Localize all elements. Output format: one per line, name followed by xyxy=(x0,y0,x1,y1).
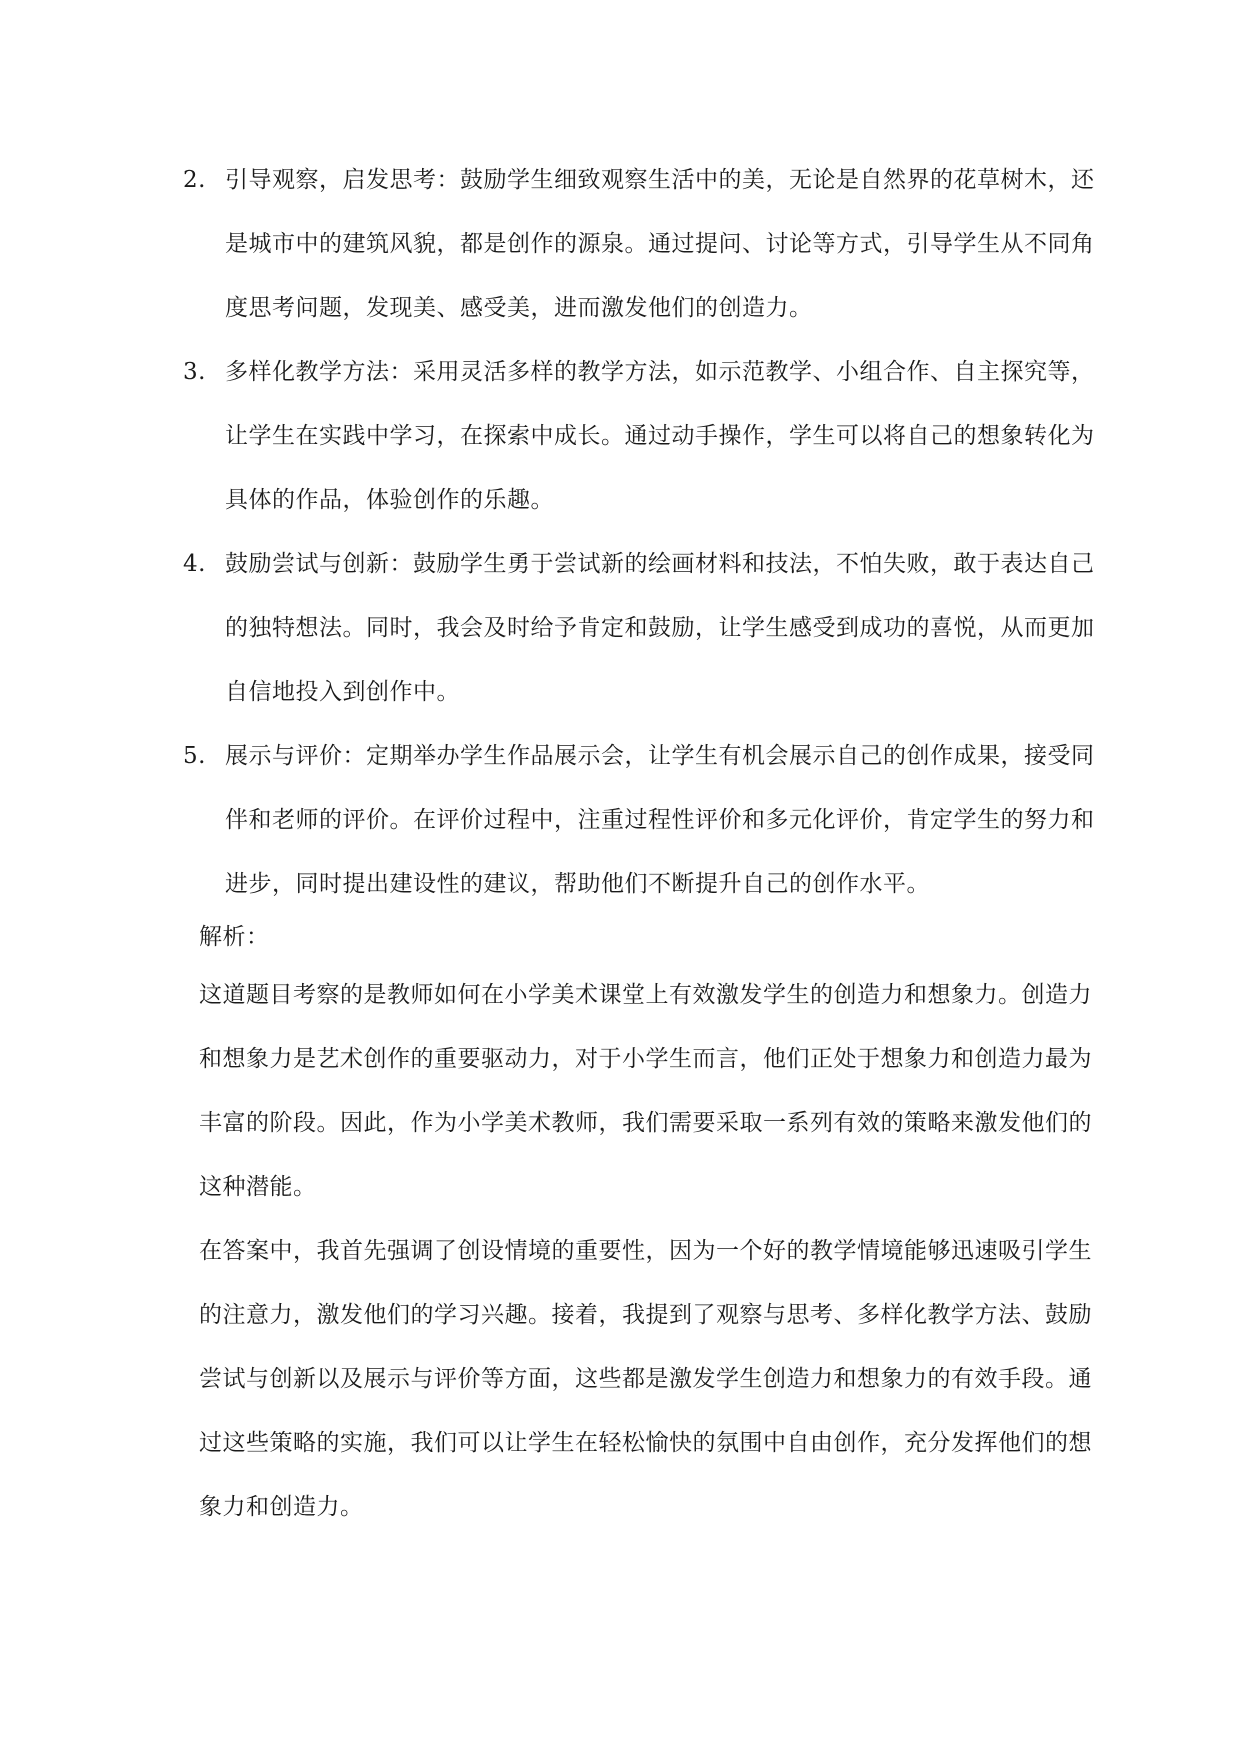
numbered-list xyxy=(183,148,1103,916)
list-item xyxy=(183,532,1103,724)
list-item-text: 多样化教学方法：采用灵活多样的教学方法，如示范教学、小组合作、自主探究等，让学生在实践中学习，在探索中成长。通过动手操作，学生可以将自己的想象转化为具体的作品，体验创作的乐趣。 xyxy=(225,359,1095,513)
list-item xyxy=(183,724,1103,916)
list-item-number: 5. xyxy=(183,743,206,769)
list-item-number: 3. xyxy=(183,359,206,385)
analysis-paragraph: 这道题目考察的是教师如何在小学美术课堂上有效激发学生的创造力和想象力。创造力和想象力是艺术创作的重要驱动力，对于小学生而言，他们正处于想象力和创造力最为丰富的阶段。因此，作为小学美术教师，我们需要采取一系列有效的策略来激发他们的这种潜能。 xyxy=(199,982,1092,1200)
list-item-text: 鼓励尝试与创新：鼓励学生勇于尝试新的绘画材料和技法，不怕失败，敢于表达自己的独特想法。同时，我会及时给予肯定和鼓励，让学生感受到成功的喜悦，从而更加自信地投入到创作中。 xyxy=(225,551,1095,705)
list-item-text: 引导观察，启发思考：鼓励学生细致观察生活中的美，无论是自然界的花草树木，还是城市中的建筑风貌，都是创作的源泉。通过提问、讨论等方式，引导学生从不同角度思考问题，发现美、感受美，进而激发他们的创造力。 xyxy=(225,167,1095,321)
analysis-paragraph: 在答案中，我首先强调了创设情境的重要性，因为一个好的教学情境能够迅速吸引学生的注意力，激发他们的学习兴趣。接着，我提到了观察与思考、多样化教学方法、鼓励尝试与创新以及展示与评价等方面，这些都是激发学生创造力和想象力的有效手段。通过这些策略的实施，我们可以让学生在轻松愉快的氛围中自由创作，充分发挥他们的想象力和创造力。 xyxy=(199,1238,1092,1520)
analysis-label: 解析： xyxy=(199,924,270,950)
list-item xyxy=(183,340,1103,532)
list-item-text: 展示与评价：定期举办学生作品展示会，让学生有机会展示自己的创作成果，接受同伴和老师的评价。在评价过程中，注重过程性评价和多元化评价，肯定学生的努力和进步，同时提出建设性的建议，帮助他们不断提升自己的创作水平。 xyxy=(225,743,1095,897)
analysis-section xyxy=(199,917,1099,1539)
list-item xyxy=(183,148,1103,340)
list-item-number: 4. xyxy=(183,551,206,577)
list-item-number: 2. xyxy=(183,167,206,193)
